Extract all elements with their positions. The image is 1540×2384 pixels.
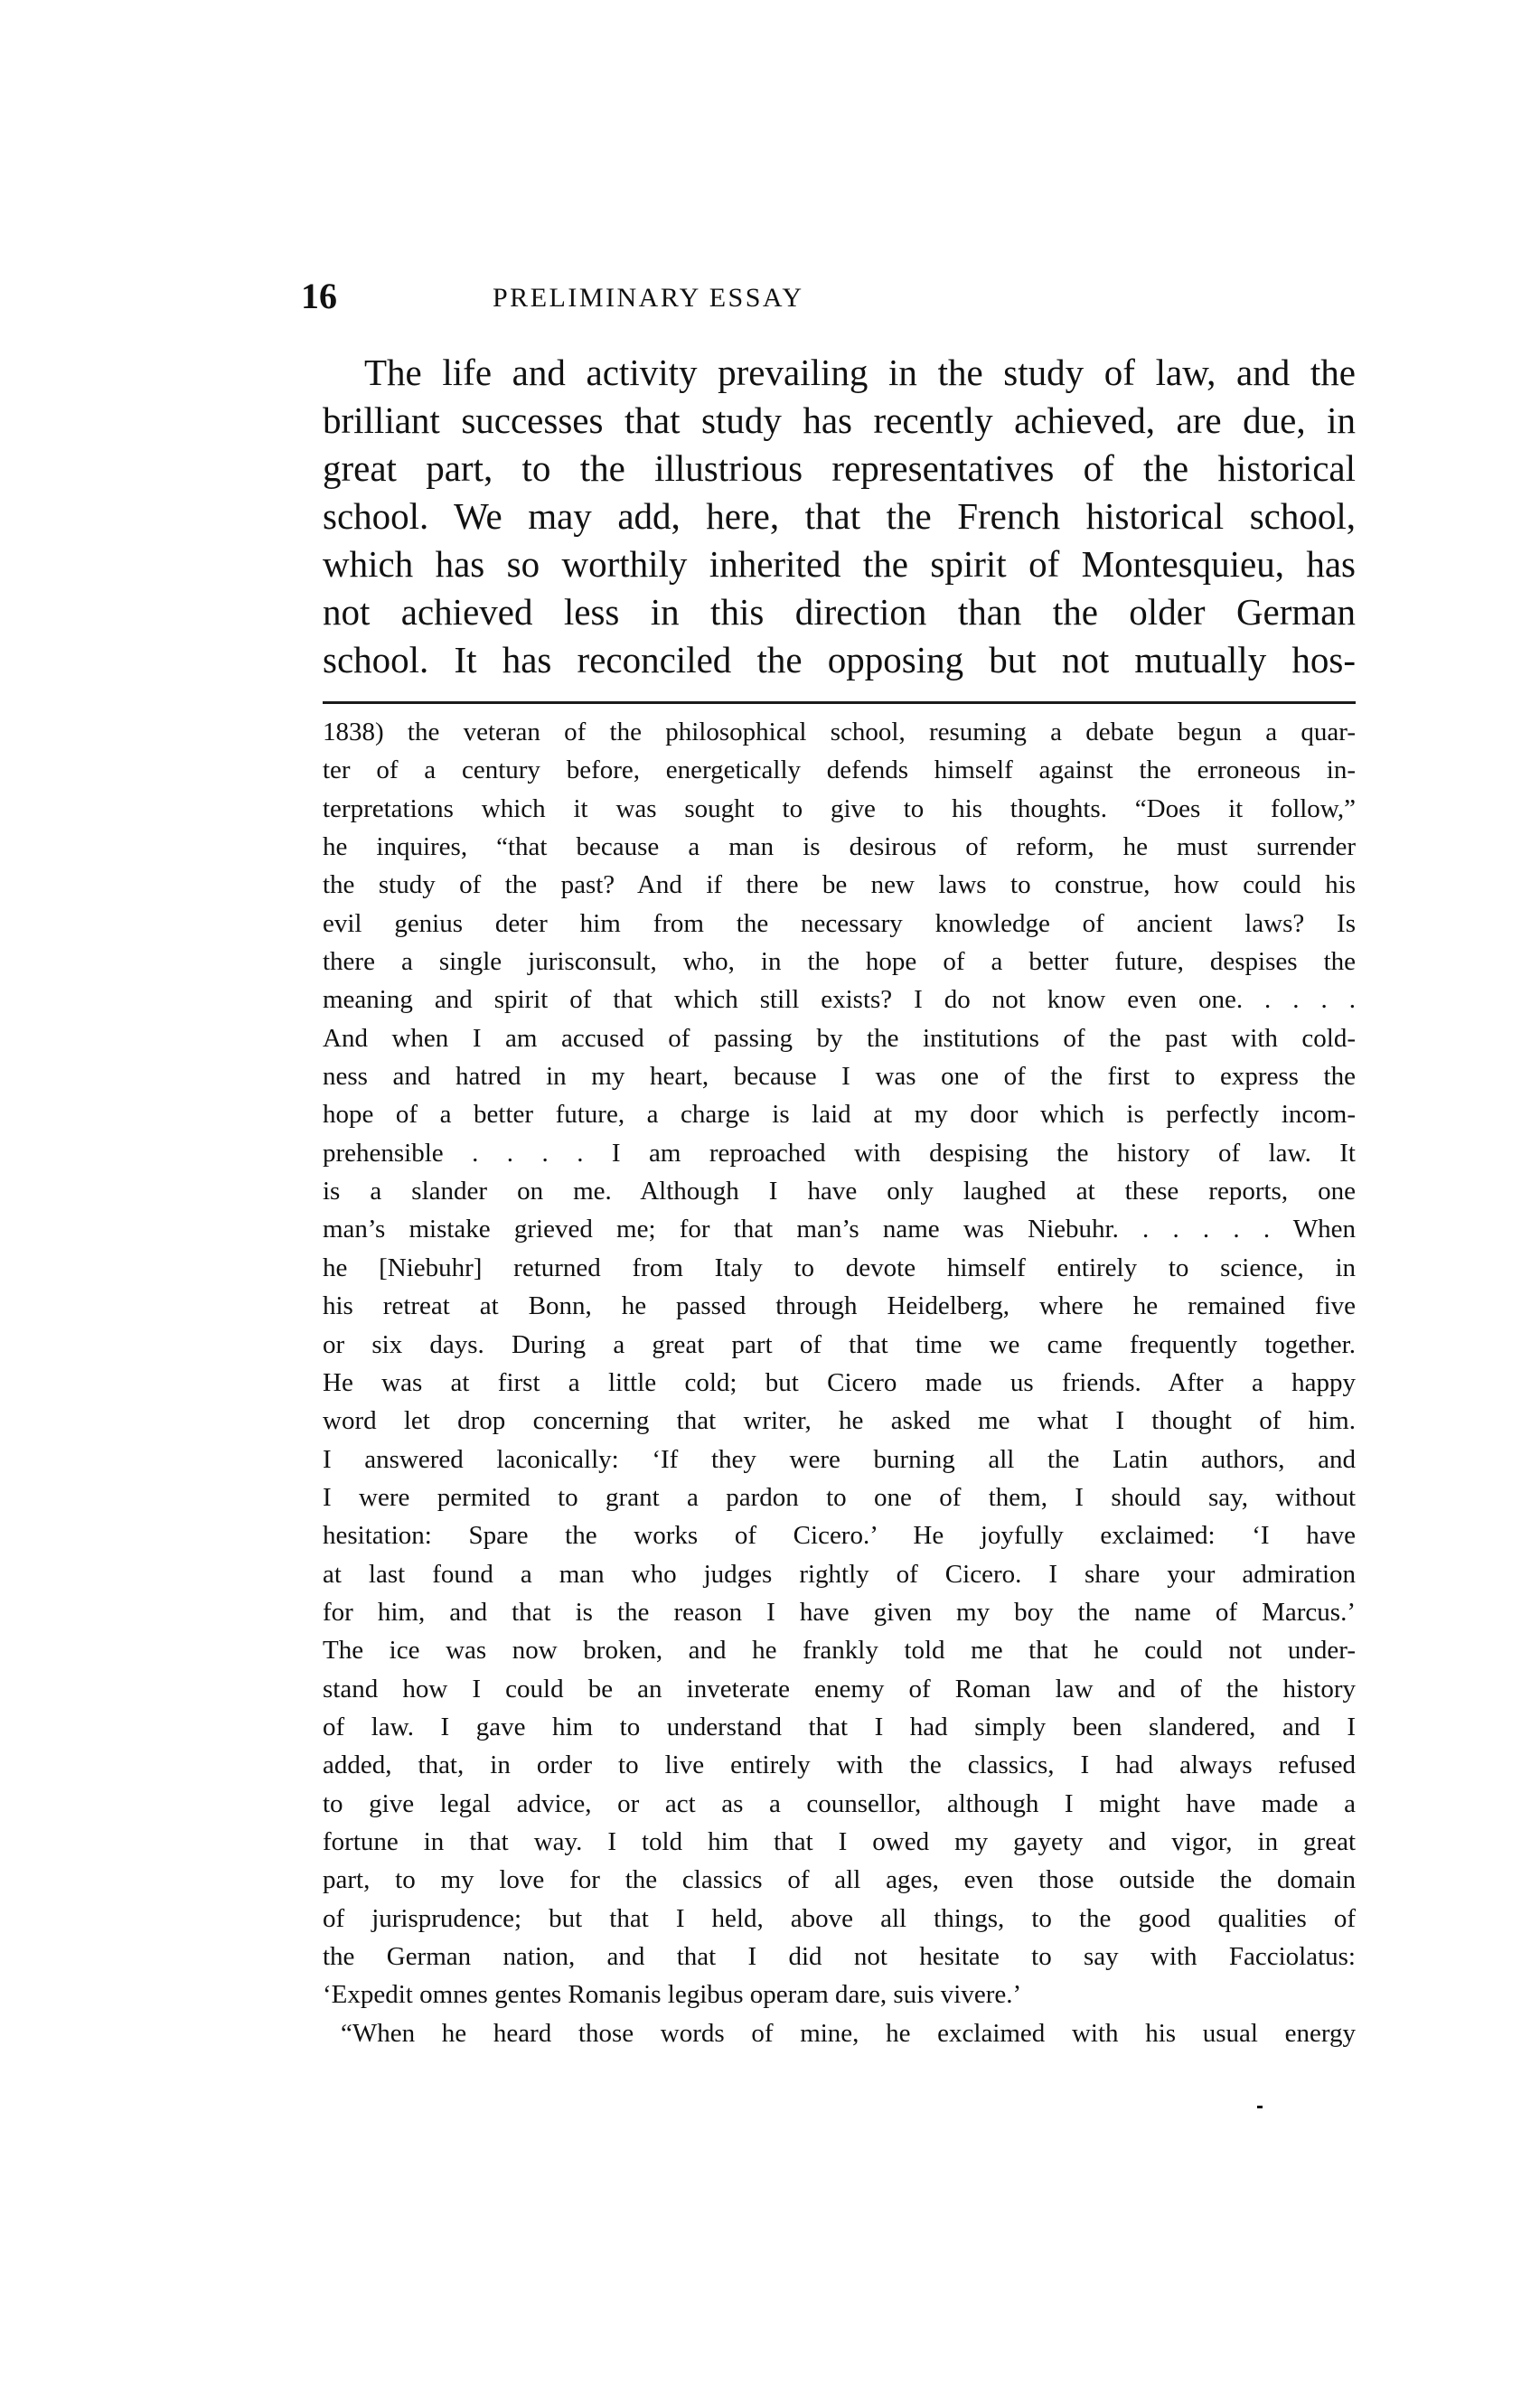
- footnote-line: at last found a man who judges rightly of Cicero. I share your admiration: [323, 1559, 1356, 1589]
- footnote-line: ‘Expedit omnes gentes Romanis legibus operam dare, suis vivere.’: [323, 1980, 1022, 2010]
- footnote-line: terpretations which it was sought to give to his thoughts. “Does it follow,”: [323, 793, 1356, 823]
- footnote-line: for him, and that is the reason I have given my boy the name of Marcus.’: [323, 1597, 1356, 1627]
- footnote-line: The ice was now broken, and he frankly told me that he could not under-: [323, 1636, 1356, 1666]
- footnote-line: hope of a better future, a charge is laid at my door which is perfectly incom-: [323, 1100, 1356, 1130]
- footnote-line: hesitation: Spare the works of Cicero.’ He joyfully exclaimed: ‘I have: [323, 1521, 1356, 1551]
- body-line: great part, to the illustrious representatives of the historical: [323, 447, 1356, 489]
- footnote-line: “When he heard those words of mine, he exclaimed with his usual energy: [341, 2018, 1356, 2048]
- footnote-line: stand how I could be an inveterate enemy of Roman law and of the history: [323, 1674, 1356, 1704]
- footnote-line: 1838) the veteran of the philosophical school, resuming a debate begun a quar-: [323, 718, 1356, 746]
- footnote-line: he inquires, “that because a man is desirous of reform, he must surrender: [323, 832, 1356, 862]
- footnote-line: is a slander on me. Although I have only laughed at these reports, one: [323, 1177, 1356, 1206]
- footnote-line: I were permited to grant a pardon to one of them, I should say, without: [323, 1482, 1356, 1512]
- footnote-line: word let drop concerning that writer, he asked me what I thought of him.: [323, 1406, 1356, 1436]
- footnote-line: of law. I gave him to understand that I had simply been slandered, and I: [323, 1712, 1356, 1741]
- footnote-line: He was at first a little cold; but Cicero made us friends. After a happy: [323, 1367, 1356, 1397]
- footnote-line: the study of the past? And if there be new laws to construe, how could his: [323, 870, 1356, 900]
- footnote-line: he [Niebuhr] returned from Italy to devote himself entirely to science, in: [323, 1253, 1356, 1282]
- body-line: which has so worthily inherited the spirit of Montesquieu, has: [323, 543, 1356, 585]
- running-title: PRELIMINARY ESSAY: [493, 283, 804, 313]
- footnote-line: ness and hatred in my heart, because I was one of the first to express the: [323, 1062, 1356, 1092]
- footnote-line: added, that, in order to live entirely with the classics, I had always refused: [323, 1750, 1356, 1780]
- page-number: 16: [301, 276, 337, 316]
- body-line: school. We may add, here, that the French historical school,: [323, 495, 1356, 537]
- footnote-line: the German nation, and that I did not hesitate to say with Facciolatus:: [323, 1942, 1356, 1971]
- footnote-line: part, to my love for the classics of all ages, even those outside the domain: [323, 1865, 1356, 1895]
- running-head: [301, 271, 1356, 322]
- body-line: school. It has reconciled the opposing but not mutually hos-: [323, 639, 1356, 680]
- footnote-line: prehensible . . . . I am reproached with despising the history of law. It: [323, 1138, 1356, 1168]
- footnote-block: [323, 713, 1356, 2052]
- footnote-line: And when I am accused of passing by the institutions of the past with cold-: [323, 1023, 1356, 1053]
- footnote-line: man’s mistake grieved me; for that man’s name was Niebuhr. . . . . . When: [323, 1215, 1356, 1244]
- footnote-line: meaning and spirit of that which still exists? I do not know even one. . . . .: [323, 985, 1356, 1015]
- footnote-line: ter of a century before, energetically defends himself against the erroneous in-: [323, 756, 1356, 785]
- footnote-line: of jurisprudence; but that I held, above all things, to the good qualities of: [323, 1903, 1356, 1933]
- footnote-line: his retreat at Bonn, he passed through Heidelberg, where he remained five: [323, 1291, 1356, 1321]
- footnote-line: to give legal advice, or act as a counsellor, although I might have made a: [323, 1788, 1356, 1818]
- print-speck: [1257, 2106, 1263, 2108]
- footnote-line: I answered laconically: ‘If they were burning all the Latin authors, and: [323, 1444, 1356, 1474]
- body-line: brilliant successes that study has recently achieved, are due, in: [323, 399, 1356, 441]
- footnote-line: there a single jurisconsult, who, in the hope of a better future, despises the: [323, 947, 1356, 977]
- footnote-line: fortune in that way. I told him that I owed my gayety and vigor, in great: [323, 1826, 1356, 1856]
- footnote-line: or six days. During a great part of that time we came frequently together.: [323, 1329, 1356, 1359]
- footnote-line: evil genius deter him from the necessary knowledge of ancient laws? Is: [323, 908, 1356, 938]
- body-line: The life and activity prevailing in the study of law, and the: [364, 352, 1356, 393]
- body-line: not achieved less in this direction than the older German: [323, 591, 1356, 633]
- body-paragraph: [323, 349, 1356, 684]
- footnote-divider: [323, 701, 1356, 704]
